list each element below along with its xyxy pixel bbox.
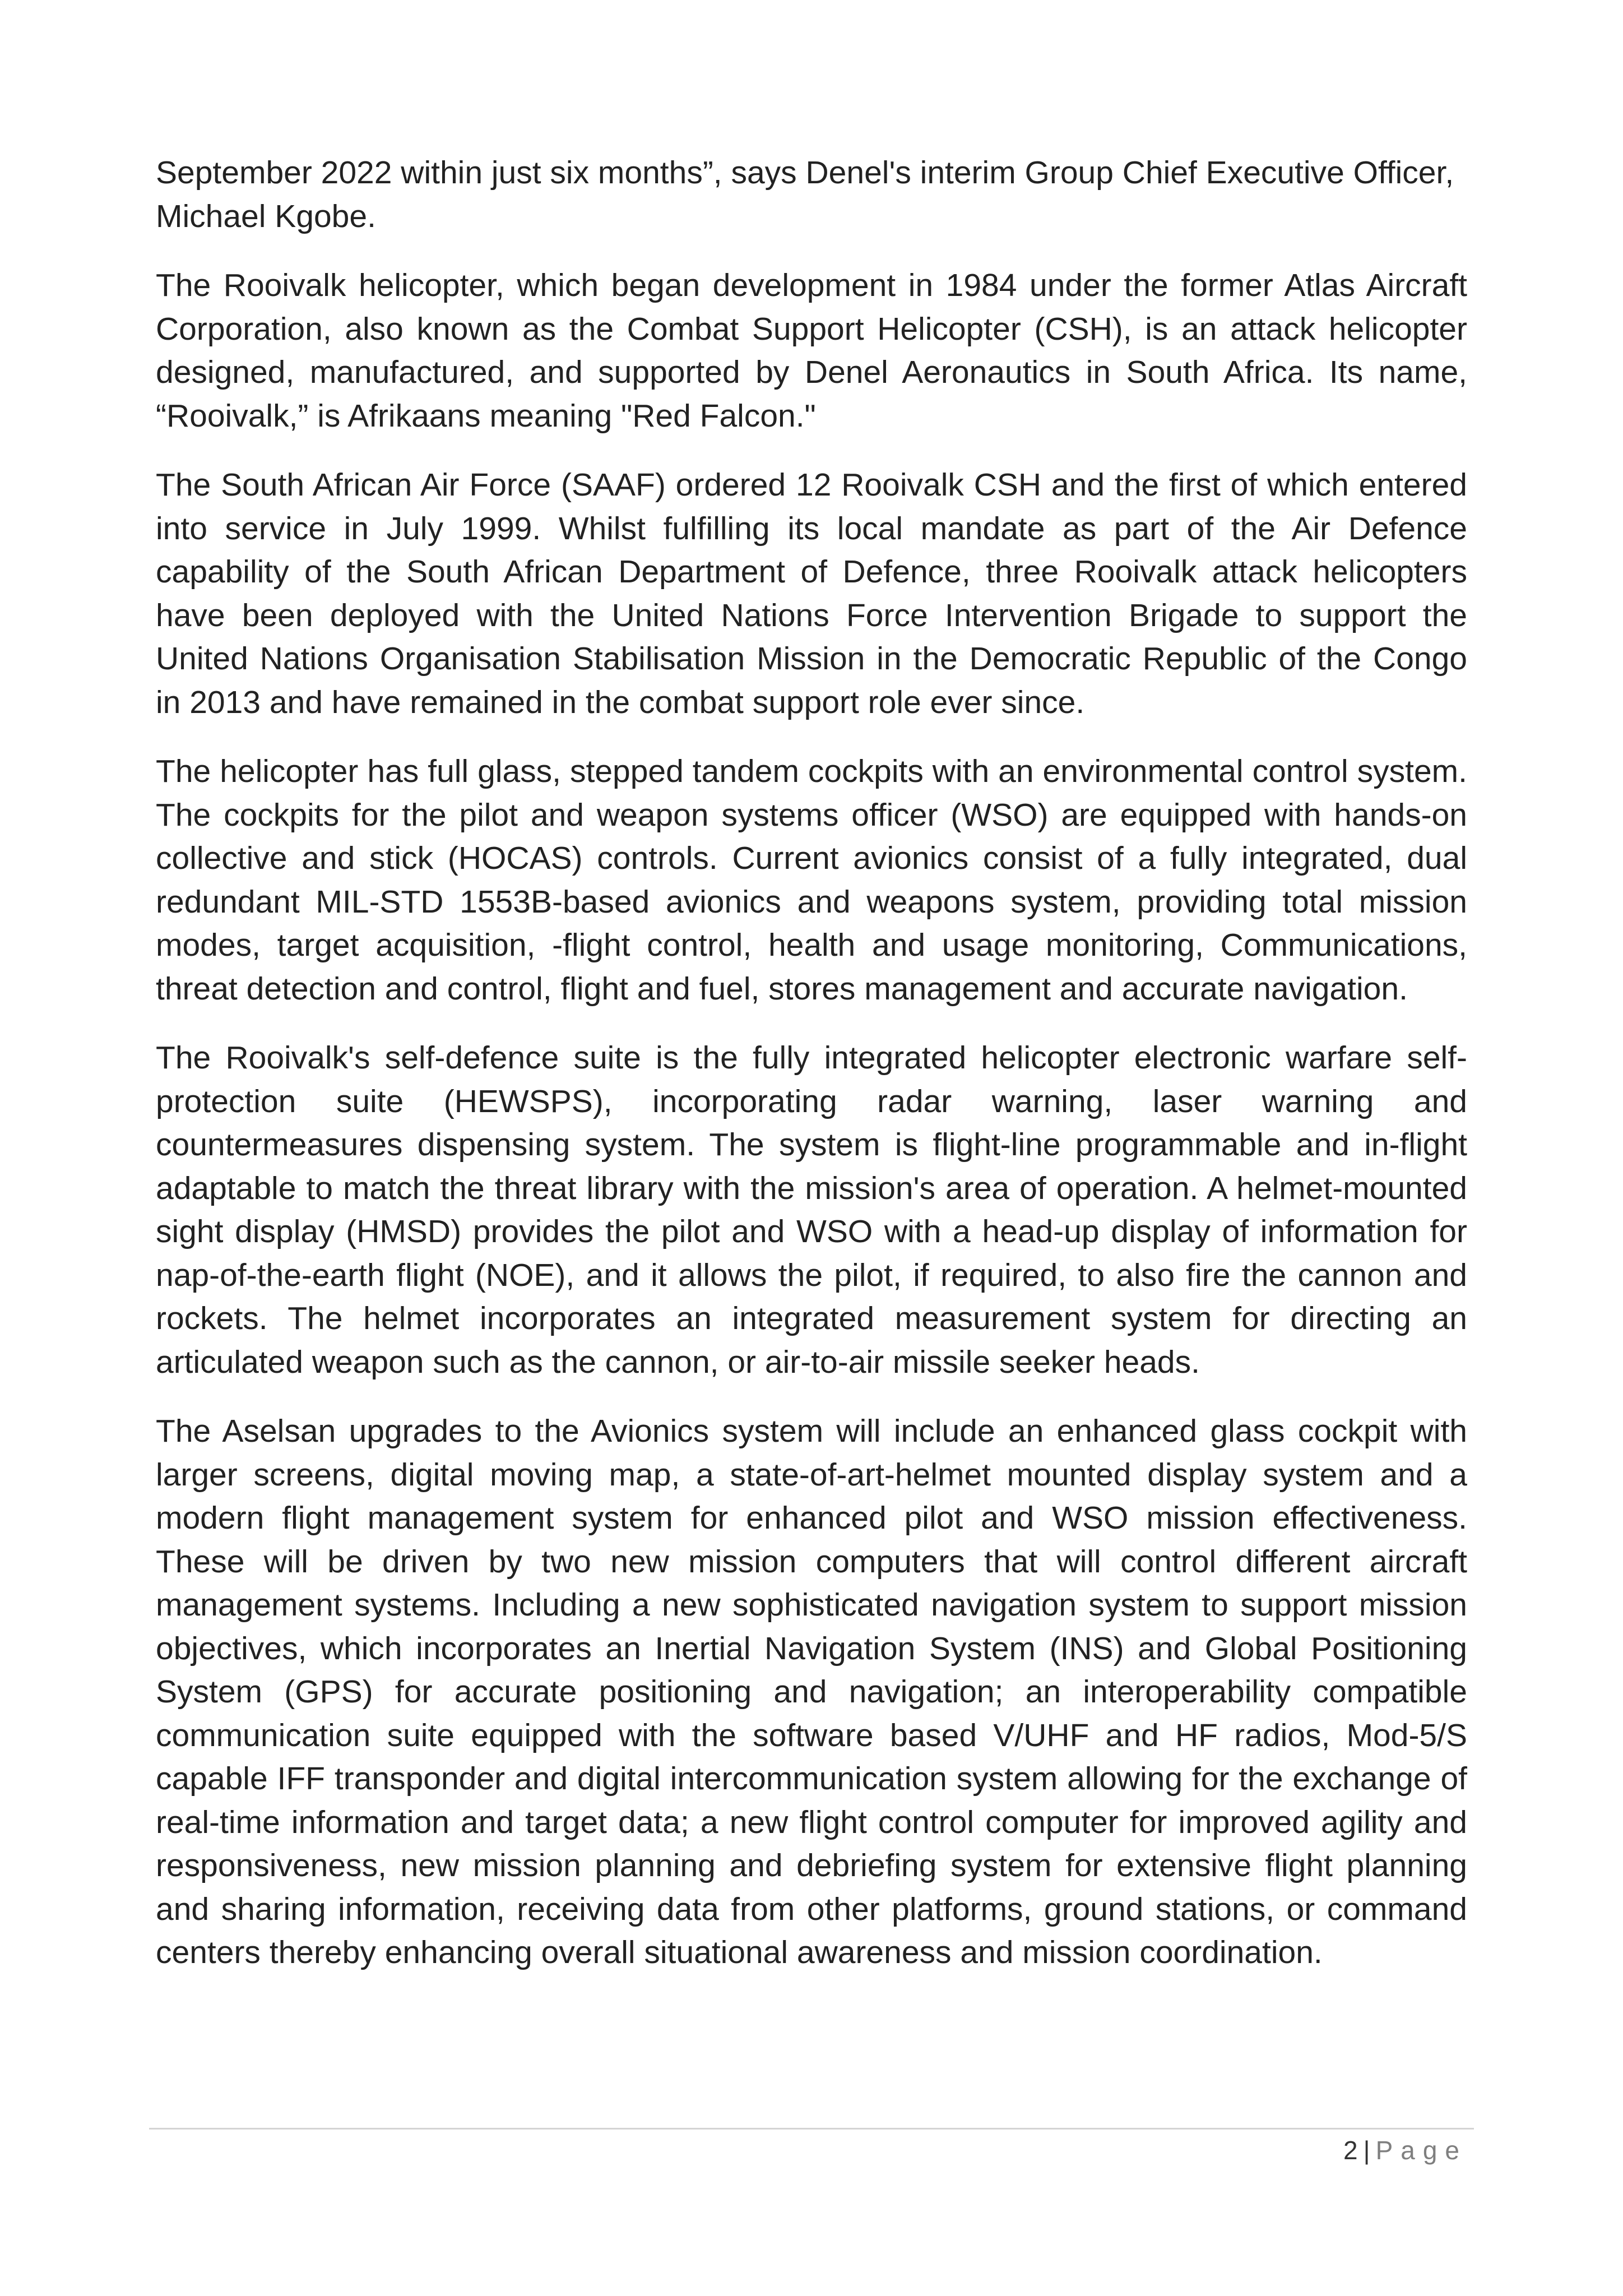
footer-divider [149, 2128, 1474, 2130]
page-number: 2 [1343, 2136, 1358, 2165]
paragraph-cockpit-avionics: The helicopter has full glass, stepped tandem cockpits with an environmental control system. The cockpits for the pilot and weapon systems officer (WSO) are equipped with hands-on collective and stick (HOCAS) controls. Current avionics consist of a fully integrated, dual redundant MIL-STD 1553B-based avionics and weapons system, providing total mission modes, target acquisition, -flight control, health and usage monitoring, Communications, threat detection and control, flight and fuel, stores management and accurate navigation. [156, 753, 1467, 1007]
paragraph-saaf-service: The South African Air Force (SAAF) ordered 12 Rooivalk CSH and the first of which entered into service in July 1999. Whilst fulfilling its local mandate as part of the Air Defence capability of the South African Department of Defence, three Rooivalk attack helicopters have been deployed with the United Nations Force Intervention Brigade to support the United Nations Organisation Stabilisation Mission in the Democratic Republic of the Congo in 2013 and have remained in the combat support role ever since. [156, 467, 1467, 720]
page-footer [1343, 2133, 1467, 2167]
paragraph-rooivalk-origin: The Rooivalk helicopter, which began development in 1984 under the former Atlas Aircraft Corporation, also known as the Combat Support Helicopter (CSH), is an attack helicopter designed, manufactured, and supported by Denel Aeronautics in South Africa. Its name, “Rooivalk,” is Afrikaans meaning "Red Falcon." [156, 267, 1467, 434]
page-label: Page [1375, 2136, 1467, 2165]
paragraph-self-defence-suite: The Rooivalk's self-defence suite is the fully integrated helicopter electronic warfare self-protection suite (HEWSPS), incorporating radar warning, laser warning and countermeasures dispensing system. The system is flight-line programmable and in-flight adaptable to match the threat library with the mission's area of operation. A helmet-mounted sight display (HMSD) provides the pilot and WSO with a head-up display of information for nap-of-the-earth flight (NOE), and it allows the pilot, if required, to also fire the cannon and rockets. The helmet incorporates an integrated measurement system for directing an articulated weapon such as the cannon, or air-to-air missile seeker heads. [156, 1040, 1467, 1380]
paragraph-aselsan-upgrades: The Aselsan upgrades to the Avionics system will include an enhanced glass cockpit with larger screens, digital moving map, a state-of-art-helmet mounted display system and a modern flight management system for enhanced pilot and WSO mission effectiveness. These will be driven by two new mission computers that will control different aircraft management systems. Including a new sophisticated navigation system to support mission objectives, which incorporates an Inertial Navigation System (INS) and Global Positioning System (GPS) for accurate positioning and navigation; an interoperability compatible communication suite equipped with the software based V/UHF and HF radios, Mod-5/S capable IFF transponder and digital intercommunication system allowing for the exchange of real-time information and target data; a new flight control computer for improved agility and responsiveness, new mission planning and debriefing system for extensive flight planning and sharing information, receiving data from other platforms, ground stations, or command centers thereby enhancing overall situational awareness and mission coordination. [156, 1413, 1467, 1970]
paragraph-kgobe-quote: September 2022 within just six months”, says Denel's interim Group Chief Executive Officer, Michael Kgobe. [156, 155, 1454, 234]
document-body [156, 151, 1467, 2001]
page-separator: | [1363, 2136, 1370, 2165]
